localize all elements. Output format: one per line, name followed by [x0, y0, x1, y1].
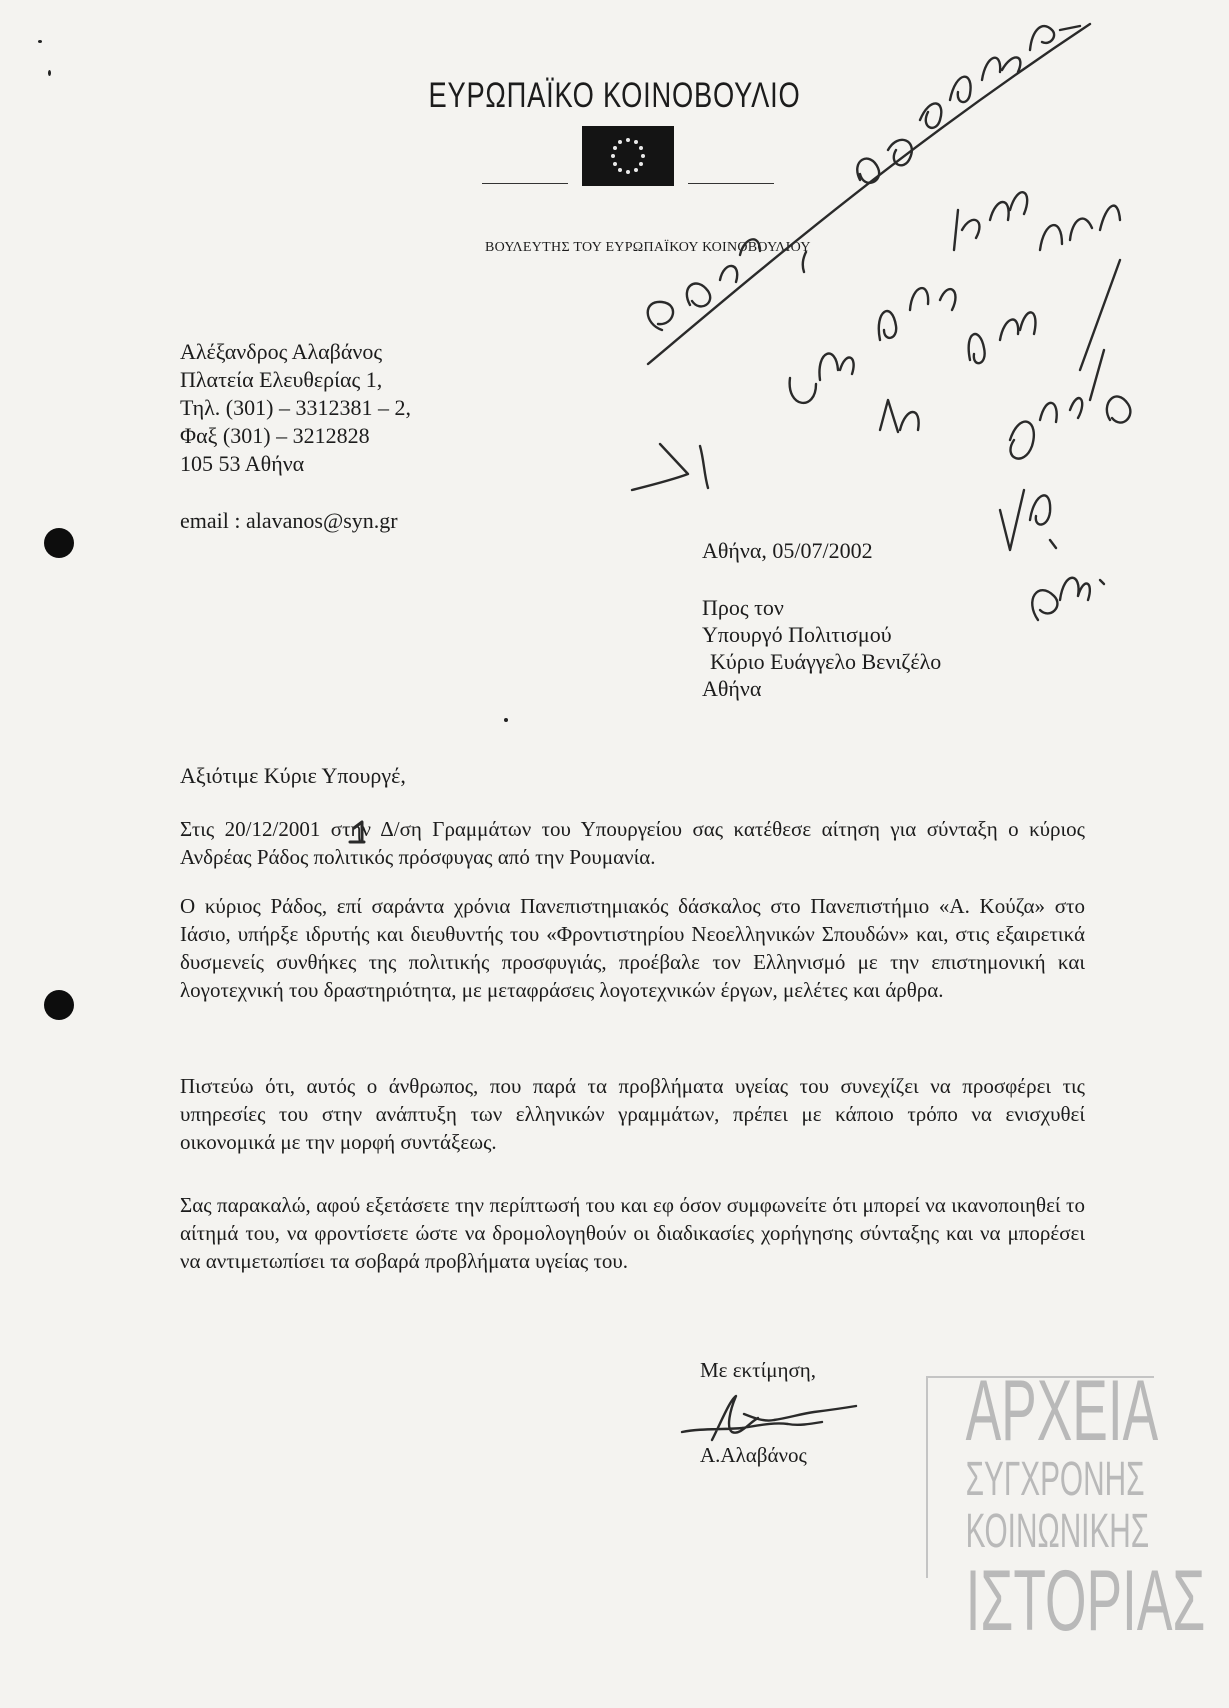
handwriting-scribble — [880, 400, 919, 432]
mep-subtitle: ΒΟΥΛΕΥΤΗΣ ΤΟΥ ΕΥΡΩΠΑΪΚΟΥ ΚΟΙΝΟΒΟΥΛΙΟΥ — [485, 240, 811, 255]
sender-city: 105 53 Αθήνα — [180, 451, 305, 476]
handwriting-scribble — [632, 444, 708, 490]
handwriting-scribble — [857, 26, 1080, 183]
sender-name: Αλέξανδρος Αλαβάνος — [180, 339, 383, 364]
sender-fax: Φαξ (301) – 3212828 — [180, 423, 370, 448]
handwriting-scribble — [1010, 398, 1082, 458]
handwriting-scribble — [969, 312, 1036, 363]
handwriting-diagonal-stroke — [648, 24, 1090, 364]
stamp-line-3: ΚΟΙΝΩΝΙΚΗΣ — [965, 1505, 1150, 1558]
stamp-line-2: ΣΥΓΧΡΟΝΗΣ — [965, 1453, 1145, 1506]
body-paragraph-1: Στις 20/12/2001 στην Δ/ση Γραμμάτων του Υπουργείου σας κατέθεσε αίτηση για σύνταξη ο κύριος Ανδρέας Ράδος πολιτικός πρόσφυγας από την Ρουμανία. — [180, 817, 1085, 869]
sender-phone: Τηλ. (301) – 3312381 – 2, — [180, 395, 411, 420]
date-line: Αθήνα, 05/07/2002 — [702, 538, 873, 563]
sender-address: Πλατεία Ελευθερίας 1, — [180, 367, 383, 392]
handwriting-scribble — [803, 252, 806, 272]
handwriting-scribble — [790, 354, 854, 403]
recipient-line-1: Προς τον — [702, 595, 784, 620]
salutation: Αξιότιμε Κύριε Υπουργέ, — [180, 763, 406, 788]
recipient-line-2: Υπουργό Πολιτισμού — [702, 622, 892, 647]
closing: Με εκτίμηση, — [700, 1358, 817, 1382]
body-paragraph-3: Πιστεύω ότι, αυτός ο άνθρωπος, που παρά τα προβλήματα υγείας του συνεχίζει να προσφέρει τις υπηρεσίες του στην ανάπτυξη των ελληνικών γραμμάτων, πρέπει με κάποιο τρόπο να ενισχυθεί οικονομικά με την μορφή συντάξεως. — [180, 1074, 1085, 1154]
handwriting-scribble — [1040, 206, 1120, 370]
recipient-line-3: Κύριο Ευάγγελο Βενιζέλο — [710, 649, 942, 674]
recipient-line-4: Αθήνα — [702, 676, 762, 701]
handwriting-scribble — [1032, 578, 1104, 620]
stamp-line-4: ΙΣΤΟΡΙΑΣ — [965, 1553, 1206, 1649]
handwriting-scribble — [954, 192, 1027, 250]
handwriting-scribble — [879, 288, 956, 340]
stamp-line-1: ΑΡΧΕΙΑ — [965, 1363, 1159, 1459]
body-paragraph-4: Σας παρακαλώ, αφού εξετάσετε την περίπτωσή του και εφ όσον συμφωνείτε ότι μπορεί να ικανοποιηθεί το αίτημά του, να φροντίσετε ώστε να δρομολογηθούν οι διαδικασίες χορήγησης σύνταξης και να μπορέσει να αντιμετωπίσει τα σοβαρά προβλήματα υγείας του. — [180, 1193, 1085, 1273]
sender-email: email : alavanos@syn.gr — [180, 508, 398, 533]
institution-title: ΕΥΡΩΠΑΪΚΟ ΚΟΙΝΟΒΟΥΛΙΟ — [428, 76, 801, 115]
signature-mark — [682, 1396, 856, 1440]
handwriting-scribble — [1000, 490, 1056, 550]
handwriting-correction — [350, 822, 364, 842]
body-paragraph-2: Ο κύριος Ράδος, επί σαράντα χρόνια Πανεπιστημιακός δάσκαλος στο Πανεπιστήμιο «Α. Κούζα» στο Ιάσιο, υπήρξε ιδρυτής και διευθυντής του «Φροντιστηρίου Νεοελληνικών Σπουδών» και, στις εξαιρετικά δυσμενείς συνθήκες της πολιτικής προσφυγιάς, προέβαλε τον Ελληνισμό με την επιστημονική και λογοτεχνική του δραστηριότητα, με μεταφράσεις λογοτεχνικών έργων, μελέτες και άρθρα. — [180, 894, 1085, 1002]
signature-name: Α.Αλαβάνος — [700, 1443, 807, 1467]
handwriting-scribble — [1090, 350, 1130, 423]
